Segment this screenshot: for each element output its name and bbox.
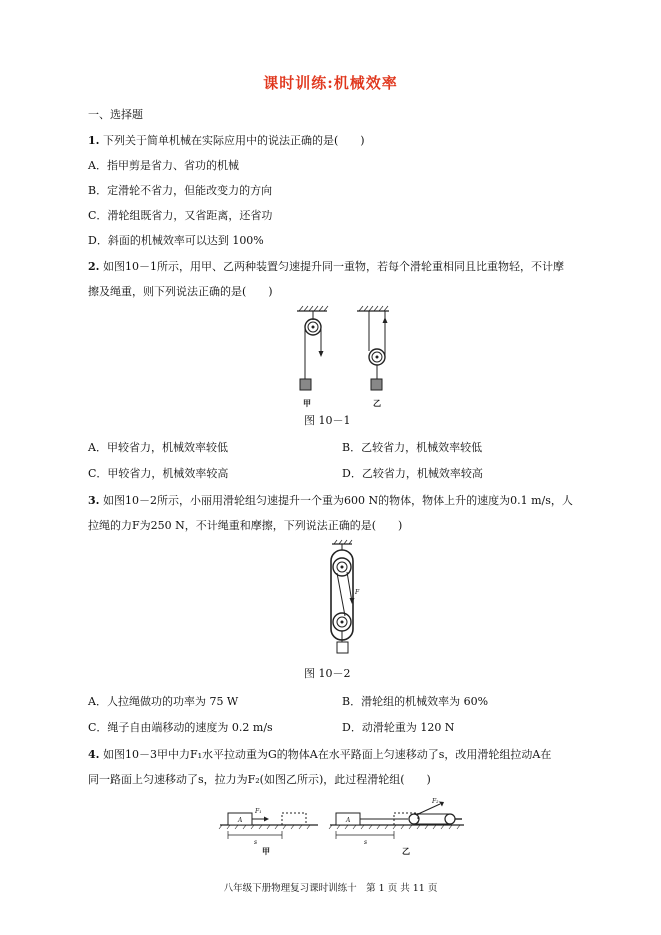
figure-10-2-caption: 图 10－2 bbox=[304, 667, 351, 680]
figure-10-3-force-f2: F₂ bbox=[432, 798, 439, 805]
question-3-number: 3. bbox=[88, 494, 100, 507]
question-4-text-line2: 同一路面上匀速移动了s，拉力为F₂(如图乙所示)，此过程滑轮组( ) bbox=[88, 773, 431, 786]
question-1-stem bbox=[88, 134, 365, 148]
question-2-text-line1: 如图10－1所示，用甲、乙两种装置匀速提升同一重物，若每个滑轮重相同且比重物轻，不计摩 bbox=[102, 260, 564, 273]
question-2-number: 2. bbox=[88, 260, 100, 273]
figure-10-3-block-label-left: A bbox=[238, 817, 243, 824]
figure-10-1-label-left: 甲 bbox=[303, 398, 311, 408]
figure-10-3 bbox=[218, 800, 468, 860]
question-2-option-a: A．甲较省力，机械效率较低 bbox=[88, 441, 228, 454]
question-3-text-line1: 如图10－2所示，小丽用滑轮组匀速提升一个重为600 N的物体，物体上升的速度为0.1 m/s，人 bbox=[102, 494, 573, 507]
question-3-option-d: D．动滑轮重为 120 N bbox=[342, 721, 455, 734]
figure-10-1 bbox=[285, 305, 395, 410]
question-3-option-c: C．绳子自由端移动的速度为 0.2 m/s bbox=[88, 721, 273, 734]
figure-10-3-force-f1: F₁ bbox=[255, 808, 262, 815]
section-heading: 一、选择题 bbox=[88, 108, 143, 121]
figure-10-3-distance-right: s bbox=[364, 839, 368, 846]
question-3-text-line2: 拉绳的力F为250 N，不计绳重和摩擦，下列说法正确的是( ) bbox=[88, 519, 403, 532]
question-3-option-a: A．人拉绳做功的功率为 75 W bbox=[88, 695, 239, 708]
question-3-stem bbox=[88, 494, 573, 508]
question-2-option-b: B．乙较省力，机械效率较低 bbox=[342, 441, 483, 454]
figure-10-3-label-right: 乙 bbox=[402, 846, 410, 856]
question-1-text: 下列关于简单机械在实际应用中的说法正确的是( ) bbox=[102, 134, 365, 147]
question-2-stem bbox=[88, 260, 564, 274]
question-4-stem bbox=[88, 748, 551, 762]
question-1-option-d: D．斜面的机械效率可以达到 100% bbox=[88, 234, 264, 247]
figure-10-2-force-label: F bbox=[355, 589, 360, 596]
question-3-option-b: B．滑轮组的机械效率为 60% bbox=[342, 695, 489, 708]
question-4-text-line1: 如图10－3甲中力F₁水平拉动重为G的物体A在水平路面上匀速移动了s，改用滑轮组拉动A在 bbox=[102, 748, 552, 761]
figure-10-2 bbox=[318, 540, 368, 660]
page-title: 课时训练:机械效率 bbox=[263, 74, 398, 92]
question-1-option-b: B．定滑轮不省力，但能改变力的方向 bbox=[88, 184, 273, 197]
question-2-text-line2: 擦及绳重，则下列说法正确的是( ) bbox=[88, 285, 273, 298]
question-4-number: 4. bbox=[88, 748, 100, 761]
figure-10-3-label-left: 甲 bbox=[262, 846, 270, 856]
question-1-option-c: C．滑轮组既省力，又省距离，还省功 bbox=[88, 209, 273, 222]
figure-10-1-label-right: 乙 bbox=[373, 398, 381, 408]
figure-10-3-block-label-right: A bbox=[346, 817, 351, 824]
figure-10-3-distance-left: s bbox=[254, 839, 258, 846]
question-2-option-d: D．乙较省力，机械效率较高 bbox=[342, 467, 483, 480]
page-footer: 八年级下册物理复习课时训练十 第 1 页 共 11 页 bbox=[223, 883, 438, 894]
question-1-option-a: A．指甲剪是省力、省功的机械 bbox=[88, 159, 239, 172]
question-1-number: 1. bbox=[88, 134, 100, 147]
question-2-option-c: C．甲较省力，机械效率较高 bbox=[88, 467, 229, 480]
figure-10-1-caption: 图 10－1 bbox=[304, 414, 351, 427]
